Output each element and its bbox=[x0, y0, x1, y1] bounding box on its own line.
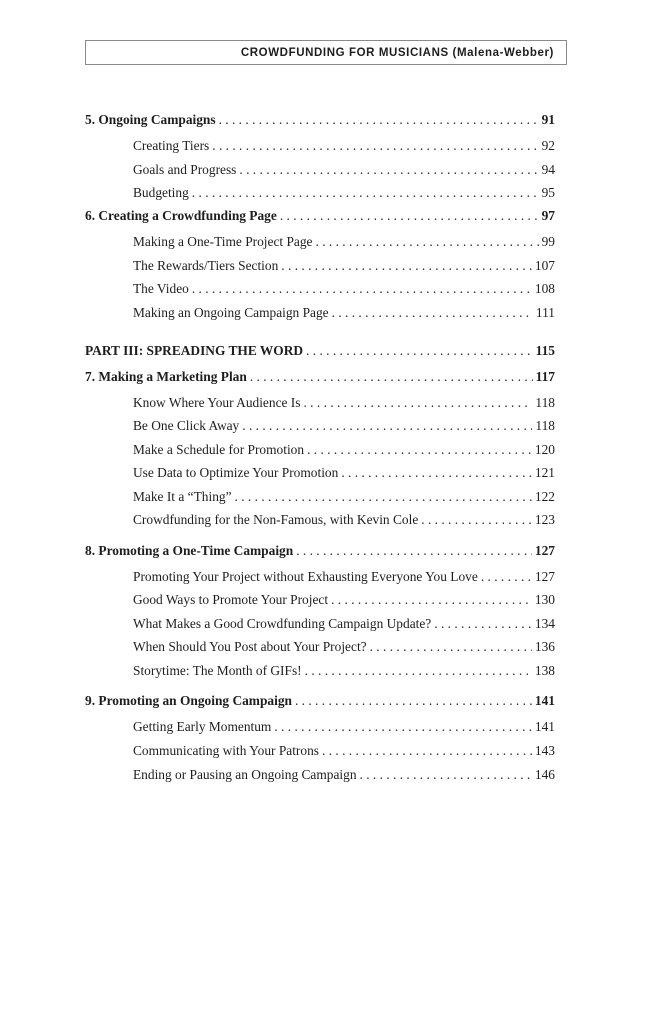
toc-leader bbox=[235, 487, 532, 507]
toc-leader bbox=[370, 637, 532, 657]
toc-title: 8. Promoting a One-Time Campaign bbox=[85, 543, 294, 558]
toc-title: Making an Ongoing Campaign Page bbox=[133, 305, 329, 320]
toc-leader bbox=[341, 463, 532, 483]
toc-section[interactable] bbox=[133, 487, 555, 507]
toc-section[interactable] bbox=[133, 741, 555, 761]
toc-title: Ending or Pausing an Ongoing Campaign bbox=[133, 767, 357, 782]
toc-section[interactable] bbox=[133, 232, 555, 252]
toc-title: 6. Creating a Crowdfunding Page bbox=[85, 208, 277, 223]
toc-leader bbox=[421, 510, 532, 530]
toc-section[interactable] bbox=[133, 661, 555, 681]
toc-page-number: 94 bbox=[541, 162, 555, 177]
toc-section[interactable] bbox=[133, 416, 555, 436]
toc-title: Promoting Your Project without Exhausting Everyone You Love bbox=[133, 569, 478, 584]
toc-title: Getting Early Momentum bbox=[133, 719, 272, 734]
toc-leader bbox=[322, 741, 532, 761]
toc-section[interactable] bbox=[133, 256, 555, 276]
toc-page-number: 130 bbox=[534, 592, 555, 607]
toc-leader bbox=[481, 567, 532, 587]
toc-leader bbox=[296, 541, 532, 561]
toc-title: Know Where Your Audience Is bbox=[133, 395, 301, 410]
toc-title: The Video bbox=[133, 281, 189, 296]
toc-page-number: 91 bbox=[541, 112, 555, 127]
toc-page-number: 108 bbox=[534, 281, 555, 296]
running-head bbox=[85, 40, 567, 65]
toc-page-number: 141 bbox=[534, 719, 555, 734]
toc-title: What Makes a Good Crowdfunding Campaign Update? bbox=[133, 616, 432, 631]
toc-page-number: 92 bbox=[541, 138, 555, 153]
toc-leader bbox=[295, 691, 532, 711]
toc-section[interactable] bbox=[133, 440, 555, 460]
toc-leader bbox=[280, 206, 539, 226]
toc-section[interactable] bbox=[133, 717, 555, 737]
toc-section[interactable] bbox=[133, 303, 555, 323]
toc-leader bbox=[250, 367, 533, 387]
toc-title: Be One Click Away bbox=[133, 418, 240, 433]
toc-section[interactable] bbox=[133, 637, 555, 657]
toc-title: PART III: SPREADING THE WORD bbox=[85, 343, 304, 358]
toc-page-number: 123 bbox=[534, 512, 555, 527]
toc-section[interactable] bbox=[133, 279, 555, 299]
toc-section[interactable] bbox=[133, 567, 555, 587]
toc-leader bbox=[360, 765, 532, 785]
toc-page-number: 115 bbox=[535, 343, 555, 358]
toc-page-number: 136 bbox=[534, 639, 555, 654]
toc-title: Making a One-Time Project Page bbox=[133, 234, 313, 249]
toc-section[interactable] bbox=[133, 463, 555, 483]
toc-title: Good Ways to Promote Your Project bbox=[133, 592, 329, 607]
toc-page-number: 138 bbox=[534, 663, 555, 678]
toc-page-number: 134 bbox=[534, 616, 555, 631]
toc-section[interactable] bbox=[133, 510, 555, 530]
toc-title: Crowdfunding for the Non-Famous, with Kevin Cole bbox=[133, 512, 419, 527]
toc-leader bbox=[305, 661, 532, 681]
toc-part[interactable] bbox=[85, 341, 555, 361]
toc-leader bbox=[281, 256, 532, 276]
toc-title: Budgeting bbox=[133, 185, 189, 200]
toc-chapter[interactable] bbox=[85, 541, 555, 561]
running-head-title: CROWDFUNDING FOR MUSICIANS (Malena-Webber) bbox=[240, 46, 554, 59]
toc-leader bbox=[303, 393, 532, 413]
toc-leader bbox=[192, 279, 532, 299]
toc-section[interactable] bbox=[133, 765, 555, 785]
toc-page-number: 97 bbox=[541, 208, 555, 223]
toc-section[interactable] bbox=[133, 160, 555, 180]
toc-chapter[interactable] bbox=[85, 206, 555, 226]
toc-section[interactable] bbox=[133, 136, 555, 156]
toc-leader bbox=[192, 183, 539, 203]
toc-leader bbox=[434, 614, 532, 634]
toc-page-number: 121 bbox=[534, 465, 555, 480]
toc-page-number: 146 bbox=[534, 767, 555, 782]
toc-leader bbox=[239, 160, 538, 180]
toc-title: Creating Tiers bbox=[133, 138, 210, 153]
toc-leader bbox=[316, 232, 539, 252]
toc-page-number: 117 bbox=[535, 369, 555, 384]
toc-title: Use Data to Optimize Your Promotion bbox=[133, 465, 339, 480]
toc-page-number: 127 bbox=[534, 569, 555, 584]
toc-chapter[interactable] bbox=[85, 367, 555, 387]
toc-page-number: 99 bbox=[541, 234, 555, 249]
toc-leader bbox=[331, 590, 532, 610]
toc-page-number: 95 bbox=[541, 185, 555, 200]
toc-chapter[interactable] bbox=[85, 110, 555, 130]
toc-leader bbox=[274, 717, 532, 737]
toc-leader bbox=[332, 303, 533, 323]
toc-page-number: 120 bbox=[534, 442, 555, 457]
toc-leader bbox=[242, 416, 532, 436]
toc-title: 9. Promoting an Ongoing Campaign bbox=[85, 693, 292, 708]
toc-page-number: 122 bbox=[534, 489, 555, 504]
toc-chapter[interactable] bbox=[85, 691, 555, 711]
toc-title: Storytime: The Month of GIFs! bbox=[133, 663, 302, 678]
toc-title: The Rewards/Tiers Section bbox=[133, 258, 279, 273]
toc-page-number: 118 bbox=[535, 418, 555, 433]
toc-page-number: 107 bbox=[534, 258, 555, 273]
toc-title: 5. Ongoing Campaigns bbox=[85, 112, 216, 127]
toc-leader bbox=[307, 440, 532, 460]
toc-title: Goals and Progress bbox=[133, 162, 237, 177]
toc-section[interactable] bbox=[133, 614, 555, 634]
toc-page-number: 143 bbox=[534, 743, 555, 758]
toc-leader bbox=[306, 341, 533, 361]
toc-page-number: 127 bbox=[534, 543, 555, 558]
toc-page-number: 111 bbox=[535, 305, 555, 320]
toc-title: Make a Schedule for Promotion bbox=[133, 442, 305, 457]
toc-title: When Should You Post about Your Project? bbox=[133, 639, 367, 654]
toc-title: Communicating with Your Patrons bbox=[133, 743, 319, 758]
toc-section[interactable] bbox=[133, 393, 555, 413]
toc-page-number: 118 bbox=[535, 395, 555, 410]
toc-title: Make It a “Thing” bbox=[133, 489, 232, 504]
toc-leader bbox=[219, 110, 539, 130]
toc-leader bbox=[212, 136, 538, 156]
toc-section[interactable] bbox=[133, 590, 555, 610]
toc-page-number: 141 bbox=[534, 693, 555, 708]
toc-section[interactable] bbox=[133, 183, 555, 203]
toc-title: 7. Making a Marketing Plan bbox=[85, 369, 247, 384]
